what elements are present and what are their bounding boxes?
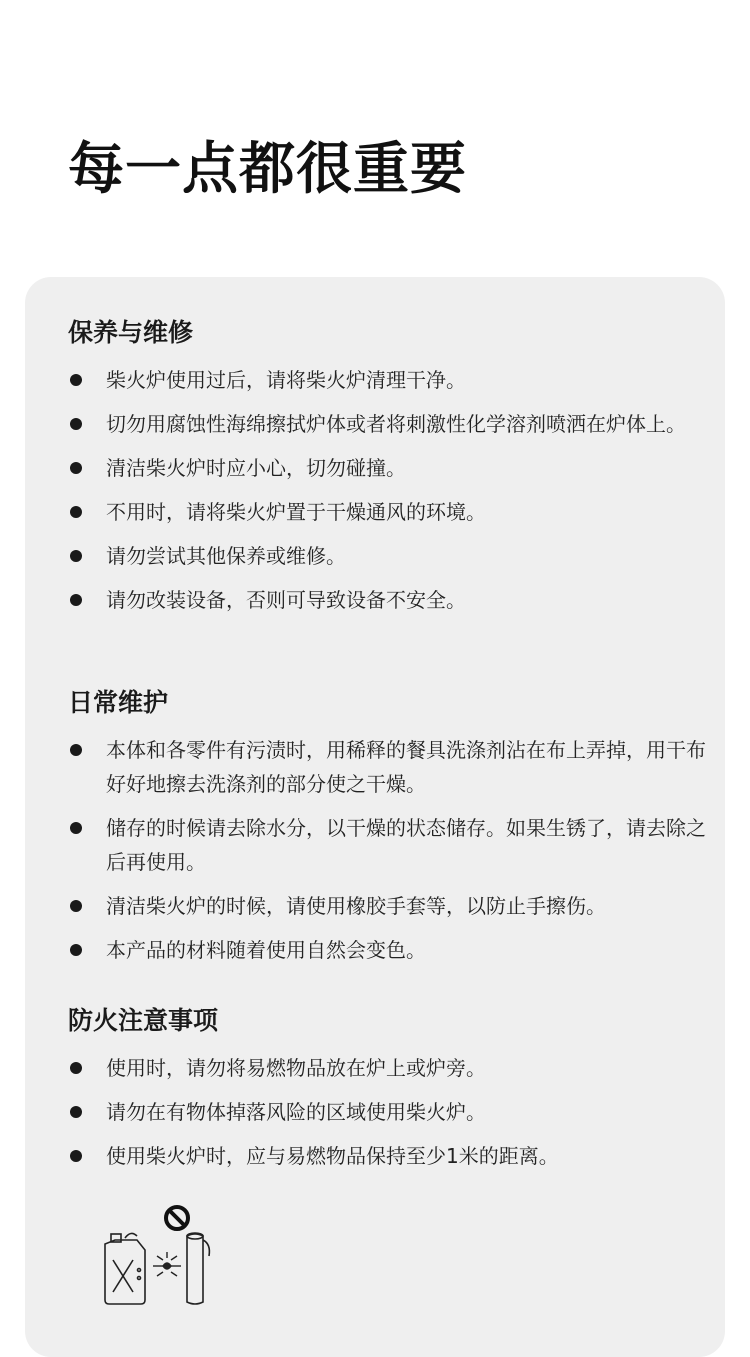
rolled-paper-icon: [187, 1233, 209, 1304]
list-item-text: 请勿在有物体掉落风险的区域使用柴火炉。: [106, 1100, 486, 1124]
bullet-icon: [70, 374, 82, 386]
list-item: [68, 1095, 708, 1129]
no-flammables-near-fire-icon: [101, 1200, 241, 1310]
section-fire-safety: [68, 1003, 708, 1183]
bullet-icon: [70, 900, 82, 912]
care-instructions-card: [25, 277, 725, 1357]
list-item-text: 清洁柴火炉的时候，请使用橡胶手套等，以防止手擦伤。: [106, 894, 606, 918]
list-item: [68, 583, 708, 617]
list-item: [68, 889, 708, 923]
list-item-text: 柴火炉使用过后，请将柴火炉清理干净。: [106, 368, 466, 392]
bullet-icon: [70, 744, 82, 756]
list-item-text: 清洁柴火炉时应小心，切勿碰撞。: [106, 456, 406, 480]
bullet-icon: [70, 944, 82, 956]
bullet-icon: [70, 418, 82, 430]
bullet-icon: [70, 462, 82, 474]
fuel-canister-icon: [105, 1233, 145, 1304]
list-item-text: 使用时，请勿将易燃物品放在炉上或炉旁。: [106, 1056, 486, 1080]
list-item: [68, 407, 708, 441]
list-item-text: 请勿改装设备，否则可导致设备不安全。: [106, 588, 466, 612]
list-item: [68, 933, 708, 967]
page-title: 每一点都很重要: [68, 137, 467, 202]
bullet-list: [68, 363, 708, 617]
bullet-icon: [70, 822, 82, 834]
list-item: [68, 1051, 708, 1085]
bullet-icon: [70, 594, 82, 606]
bullet-icon: [70, 550, 82, 562]
list-item: [68, 495, 708, 529]
bullet-icon: [70, 1062, 82, 1074]
list-item-text: 请勿尝试其他保养或维修。: [106, 544, 346, 568]
list-item-text: 本产品的材料随着使用自然会变色。: [106, 938, 426, 962]
section-maintenance: [68, 315, 708, 627]
bullet-icon: [70, 1106, 82, 1118]
list-item: [68, 539, 708, 573]
section-daily-care: [68, 685, 708, 977]
section-heading: 防火注意事项: [68, 1006, 219, 1035]
list-item: [68, 1139, 708, 1173]
list-item: [68, 451, 708, 485]
list-item-text: 不用时，请将柴火炉置于干燥通风的环境。: [106, 500, 486, 524]
section-heading: 保养与维修: [68, 318, 194, 347]
list-item-text: 本体和各零件有污渍时，用稀释的餐具洗涤剂沾在布上弄掉，用干布好好地擦去洗涤剂的部分使之干燥。: [106, 738, 706, 796]
list-item: [68, 811, 708, 879]
flame-icon: [153, 1252, 181, 1276]
bullet-list: [68, 1051, 708, 1173]
bullet-icon: [70, 506, 82, 518]
list-item: [68, 363, 708, 397]
prohibition-icon: [166, 1207, 188, 1229]
list-item-text: 使用柴火炉时，应与易燃物品保持至少1米的距离。: [106, 1144, 559, 1168]
list-item-text: 储存的时候请去除水分，以干燥的状态储存。如果生锈了，请去除之后再使用。: [106, 816, 706, 874]
bullet-list: [68, 733, 708, 967]
list-item-text: 切勿用腐蚀性海绵擦拭炉体或者将刺激性化学溶剂喷洒在炉体上。: [106, 412, 686, 436]
bullet-icon: [70, 1150, 82, 1162]
list-item: [68, 733, 708, 801]
section-heading: 日常维护: [68, 688, 169, 717]
